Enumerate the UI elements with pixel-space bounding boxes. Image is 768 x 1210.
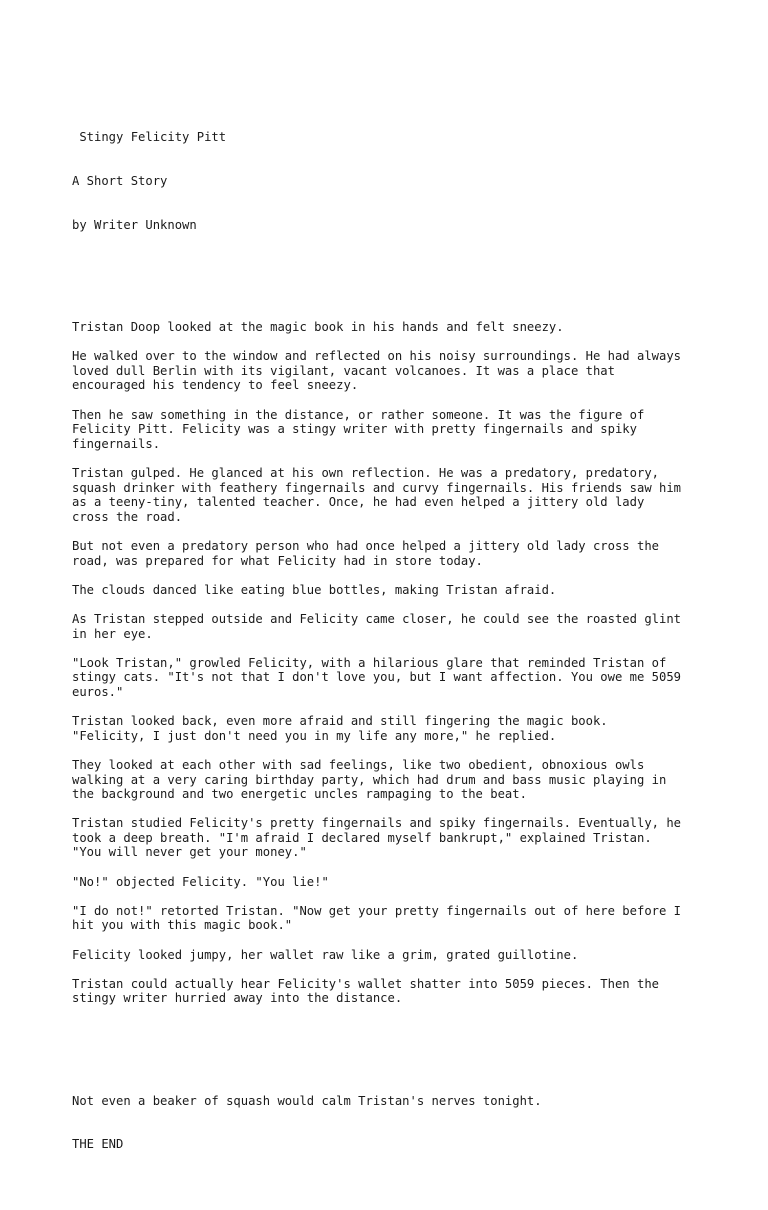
paragraph-line: Tristan could actually hear Felicity's wallet shatter into 5059 pieces. Then the (72, 976, 659, 991)
story-paragraph (72, 816, 712, 860)
paragraph-line: As Tristan stepped outside and Felicity came closer, he could see the roasted glint (72, 611, 682, 626)
paragraph-line: hit you with this magic book." (72, 918, 293, 933)
story-byline: by Writer Unknown (72, 217, 197, 232)
paragraph-line: road, was prepared for what Felicity had in store today. (72, 553, 483, 568)
paragraph-line: "You will never get your money." (72, 845, 307, 860)
paragraph-line: Tristan gulped. He glanced at his own reflection. He was a predatory, predatory, (72, 466, 659, 481)
paragraph-line: Tristan Doop looked at the magic book in his hands and felt sneezy. (72, 320, 564, 335)
paragraph-line: "I do not!" retorted Tristan. "Now get your pretty fingernails out of here before I (72, 903, 682, 918)
paragraph-line: in her eye. (72, 626, 153, 641)
paragraph-line: cross the road. (72, 509, 183, 524)
paragraph-line: euros." (72, 684, 124, 699)
the-end-label: THE END (72, 1137, 124, 1152)
story-paragraph (72, 583, 712, 598)
paragraph-line: encouraged his tendency to feel sneezy. (72, 378, 359, 393)
paragraph-line: stingy cats. "It's not that I don't love you, but I want affection. You owe me 5059 (72, 670, 682, 685)
paragraph-line: fingernails. (72, 436, 161, 451)
story-paragraph (72, 948, 712, 963)
paragraph-line: the background and two energetic uncles rampaging to the beat. (72, 787, 527, 802)
paragraph-line: loved dull Berlin with its vigilant, vacant volcanoes. It was a place that (72, 363, 615, 378)
document-page (72, 72, 712, 1210)
story-paragraph (72, 539, 712, 568)
paragraph-line: stingy writer hurried away into the distance. (72, 991, 403, 1006)
paragraph-line: Felicity Pitt. Felicity was a stingy writer with pretty fingernails and spiky (72, 422, 637, 437)
story-paragraph (72, 904, 712, 933)
paragraph-line: Tristan looked back, even more afraid and still fingering the magic book. (72, 714, 608, 729)
story-paragraph (72, 977, 712, 1006)
story-paragraph (72, 714, 712, 743)
paragraph-line: squash drinker with feathery fingernails and curvy fingernails. His friends saw him (72, 480, 682, 495)
story-header (72, 101, 712, 262)
story-body (72, 320, 712, 1006)
paragraph-line: walking at a very caring birthday party, which had drum and bass music playing in (72, 772, 667, 787)
paragraph-line: Tristan studied Felicity's pretty fingernails and spiky fingernails. Eventually, he (72, 816, 682, 831)
story-paragraph (72, 466, 712, 524)
story-paragraph (72, 349, 712, 393)
story-paragraph (72, 408, 712, 452)
story-paragraph (72, 758, 712, 802)
paragraph-line: took a deep breath. "I'm afraid I declared myself bankrupt," explained Tristan. (72, 830, 652, 845)
story-ending (72, 1064, 712, 1181)
story-paragraph (72, 320, 712, 335)
paragraph-line: "Felicity, I just don't need you in my life any more," he replied. (72, 728, 557, 743)
story-subtitle: A Short Story (72, 174, 168, 189)
paragraph-line: He walked over to the window and reflected on his noisy surroundings. He had always (72, 349, 682, 364)
story-paragraph (72, 656, 712, 700)
paragraph-line: "Look Tristan," growled Felicity, with a hilarious glare that reminded Tristan of (72, 655, 667, 670)
story-paragraph (72, 875, 712, 890)
paragraph-line: "No!" objected Felicity. "You lie!" (72, 874, 329, 889)
story-paragraph (72, 612, 712, 641)
paragraph-line: The clouds danced like eating blue bottles, making Tristan afraid. (72, 582, 557, 597)
paragraph-line: But not even a predatory person who had once helped a jittery old lady cross the (72, 539, 659, 553)
closing-line: Not even a beaker of squash would calm Tristan's nerves tonight. (72, 1093, 542, 1108)
story-title: Stingy Felicity Pitt (72, 130, 227, 145)
paragraph-line: as a teeny-tiny, talented teacher. Once, he had even helped a jittery old lady (72, 495, 645, 510)
paragraph-line: They looked at each other with sad feelings, like two obedient, obnoxious owls (72, 757, 645, 772)
paragraph-line: Felicity looked jumpy, her wallet raw like a grim, grated guillotine. (72, 947, 579, 962)
paragraph-line: Then he saw something in the distance, or rather someone. It was the figure of (72, 407, 645, 422)
